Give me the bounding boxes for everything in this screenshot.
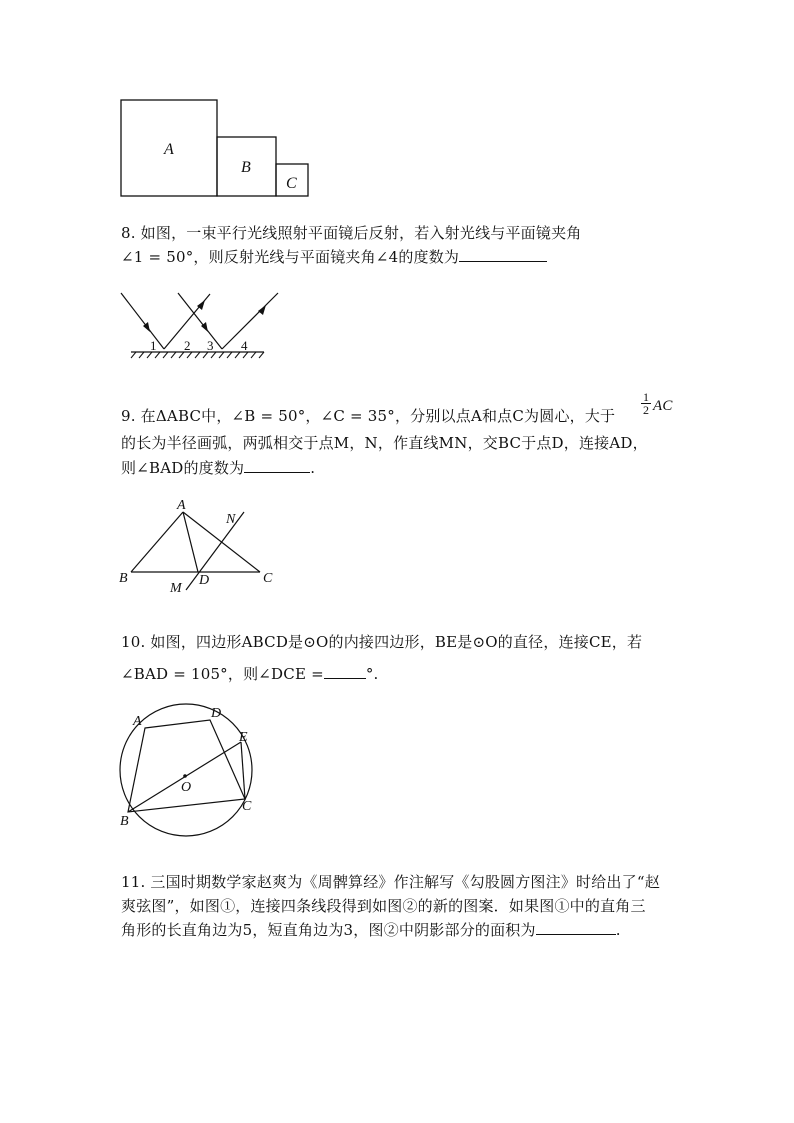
point-o-label: O (181, 780, 192, 795)
q10-line1: 10. 如图，四边形ABCD是⊙O的内接四边形，BE是⊙O的直径，连接CE，若 (121, 633, 643, 651)
q9-line3-text: 则∠BAD的度数为 (121, 459, 245, 477)
q8-line1: 8. 如图，一束平行光线照射平面镜后反射，若入射光线与平面镜夹角 (121, 224, 582, 242)
point-b-label: B (119, 571, 128, 586)
q8-line2-text: ∠1 = 50°，则反射光线与平面镜夹角∠4的度数为 (121, 248, 460, 266)
angle-1-label: 1 (150, 338, 157, 353)
q11-line3 (121, 919, 621, 940)
q9-line2: 的长为半径画弧，两弧相交于点M，N，作直线MN，交BC于点D，连接AD， (121, 434, 648, 452)
angle-3-label: 3 (207, 338, 214, 353)
label-b: B (241, 159, 251, 176)
q11-line1: 11. 三国时期数学家赵爽为《周髀算经》作注解写《勾股圆方图注》时给出了“赵 (121, 873, 660, 891)
point-e-label: E (239, 730, 248, 745)
point-c-label: C (242, 799, 252, 814)
point-b-label: B (120, 814, 129, 829)
quadrilateral-abcd (128, 720, 245, 812)
q10-line2-text: ∠BAD = 105°，则∠DCE = (121, 665, 324, 683)
q11-line3-end: . (615, 921, 621, 939)
q9-line3-end: . (310, 459, 316, 477)
q9-fraction-numerator: 1 (643, 390, 649, 404)
point-c-label: C (263, 571, 273, 586)
q11-line2: 爽弦图”，如图①，连接四条线段得到如图②的新的图案．如果图①中的直角三 (121, 897, 646, 915)
label-a: A (164, 141, 174, 158)
angle-4-label: 4 (241, 338, 248, 353)
point-a-label: A (133, 714, 142, 729)
point-d-label: D (199, 573, 210, 588)
q9-fraction-tail: AC (653, 398, 673, 414)
angle-2-label: 2 (184, 338, 191, 353)
center-dot (183, 774, 187, 778)
point-a-label: A (177, 498, 186, 513)
point-d-label: D (211, 706, 222, 721)
q9-line1: 9. 在ΔABC中，∠B = 50°，∠C = 35°，分别以点A和点C为圆心，大于 (121, 407, 616, 425)
label-c: C (286, 175, 297, 192)
point-m-label: M (170, 581, 182, 596)
point-n-label: N (226, 512, 236, 527)
q10-line2-end: °. (365, 665, 379, 683)
q11-line3-text: 角形的长直角边为5，短直角边为3，图②中阴影部分的面积为 (121, 921, 536, 939)
q9-fraction-denominator: 2 (643, 403, 649, 417)
q11-answer-blank (536, 920, 616, 935)
